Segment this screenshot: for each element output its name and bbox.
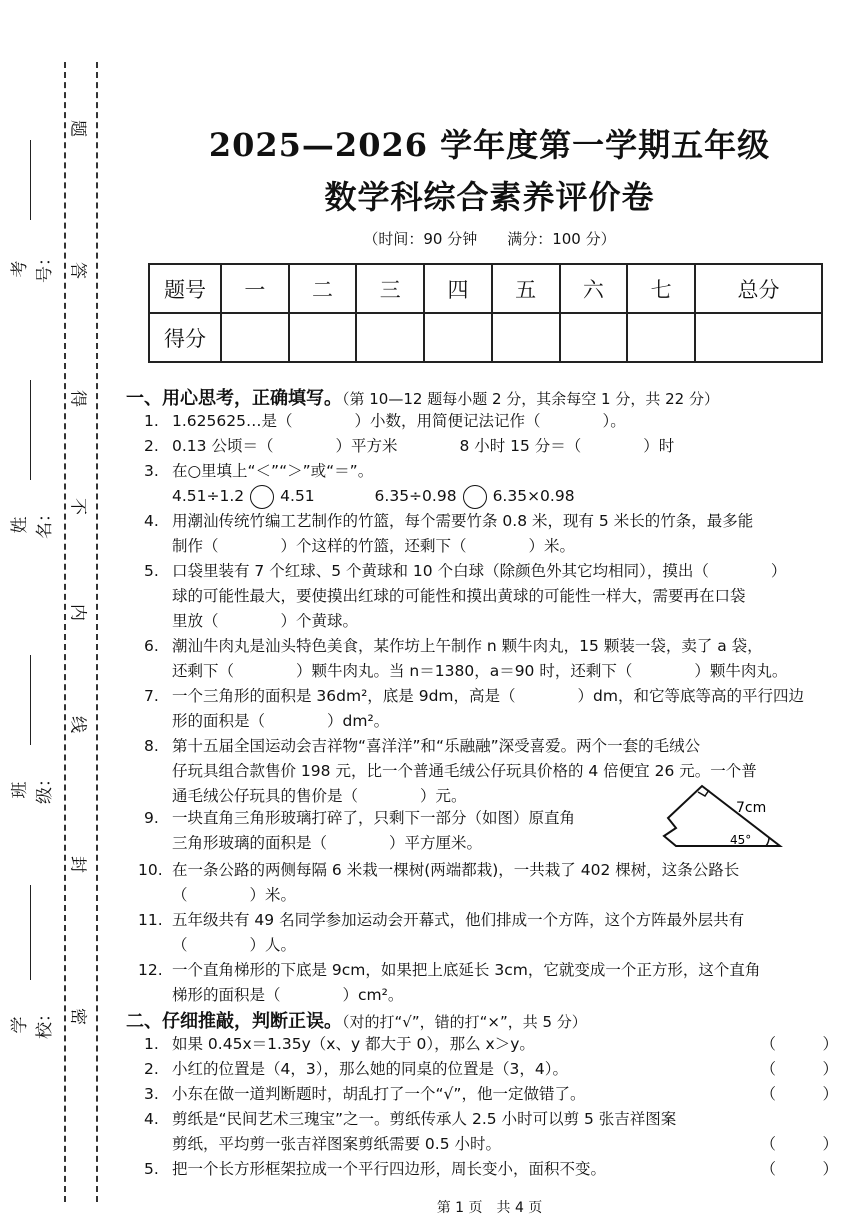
section-note: （对的打“√”，错的打“×”，共 5 分） [342, 1013, 587, 1031]
question-number: 5. [144, 562, 159, 580]
broken-triangle-figure [658, 784, 788, 854]
angle-arc [766, 837, 769, 846]
answer-paren[interactable]: （ ） [760, 1160, 838, 1178]
question-text: 制作（ ）个这样的竹篮，还剩下（ ）米。 [172, 537, 576, 555]
field-label-name: 姓名： [10, 505, 55, 539]
question-number: 1. [144, 412, 159, 430]
comparison-left-value: 4.51 [280, 487, 315, 505]
question-text: 形的面积是（ ）dm²。 [172, 712, 390, 730]
answer-paren[interactable]: （ ） [760, 1035, 838, 1053]
question-text: 如果 0.45x＝1.35y（x、y 都大于 0），那么 x＞y。 [172, 1035, 535, 1053]
question-number: 4. [144, 1110, 159, 1128]
score-cell[interactable] [627, 313, 695, 362]
score-header-cell: 一 [221, 264, 289, 313]
question-number: 12. [138, 961, 163, 979]
score-header-cell: 六 [560, 264, 628, 313]
compare-circle-1[interactable] [250, 485, 274, 509]
compare-circle-2[interactable] [463, 485, 487, 509]
question-number: 3. [144, 462, 159, 480]
comparison-right-value: 6.35×0.98 [492, 487, 575, 505]
question-text: 还剩下（ ）颗牛肉丸。当 n＝1380，a＝90 时，还剩下（ ）颗牛肉丸。 [172, 662, 788, 680]
section-heading [126, 384, 719, 410]
seal-char: 得 [67, 390, 88, 407]
section-heading [126, 1007, 587, 1033]
question-number: 8. [144, 737, 159, 755]
question-text: 1.625625…是（ ）小数，用简便记法记作（ ）。 [172, 412, 626, 430]
judge-question [144, 1082, 844, 1107]
question-number: 9. [144, 809, 159, 827]
question-text: 小红的位置是（4，3），那么她的同桌的位置是（3，4）。 [172, 1060, 568, 1078]
question-number: 11. [138, 911, 163, 929]
judge-question [144, 1107, 844, 1157]
side-label: 7cm [736, 800, 767, 816]
binding-margin [0, 0, 112, 1226]
exam-info: （时间：90 分钟 满分：100 分） [363, 230, 616, 248]
seal-char: 内 [67, 604, 88, 621]
question-text: 三角形玻璃的面积是（ ）平方厘米。 [172, 834, 483, 852]
score-header-cell: 三 [356, 264, 424, 313]
question-number: 2. [144, 1060, 159, 1078]
question-number: 5. [144, 1160, 159, 1178]
question-number: 7. [144, 687, 159, 705]
seal-char: 封 [67, 856, 88, 873]
score-header-cell: 二 [289, 264, 357, 313]
question-text: 0.13 公顷＝（ ）平方米 8 小时 15 分＝（ ）时 [172, 437, 675, 455]
score-header-cell: 总分 [695, 264, 822, 313]
question-text: 一个三角形的面积是 36dm²，底是 9dm，高是（ ）dm，和它等底等高的平行四边 [172, 687, 804, 705]
judge-question [144, 1157, 844, 1182]
answer-paren[interactable]: （ ） [760, 1135, 838, 1153]
question-text: 通毛绒公仔玩具的售价是（ ）元。 [172, 787, 467, 805]
seal-char: 不 [67, 498, 88, 515]
question-number: 10. [138, 861, 163, 879]
question-text: （ ）米。 [172, 886, 297, 904]
question [144, 684, 844, 734]
question-number: 4. [144, 512, 159, 530]
field-line-exam-no [30, 140, 31, 220]
question-text: 小东在做一道判断题时，胡乱打了一个“√”，他一定做错了。 [172, 1085, 586, 1103]
question-number: 6. [144, 637, 159, 655]
question [144, 434, 844, 459]
question-text: 剪纸，平均剪一张吉祥图案剪纸需要 0.5 小时。 [172, 1135, 502, 1153]
question-number: 3. [144, 1085, 159, 1103]
comparison-right: 6.35÷0.98 [374, 487, 457, 505]
score-cell[interactable] [289, 313, 357, 362]
section-title: 二、仔细推敲，判断正误。 [126, 1011, 342, 1032]
question-text: 口袋里装有 7 个红球、5 个黄球和 10 个白球（除颜色外其它均相同），摸出（ ） [172, 562, 787, 580]
score-cell[interactable] [424, 313, 492, 362]
question-text: 五年级共有 49 名同学参加运动会开幕式，他们排成一个方阵，这个方阵最外层共有 [172, 911, 745, 929]
score-row-label: 得分 [149, 313, 221, 362]
question-text: 潮汕牛肉丸是汕头特色美食，某作坊上午制作 n 颗牛肉丸，15 颗装一袋，卖了 a 袋， [172, 637, 763, 655]
comparison-row [172, 484, 844, 509]
score-header-cell: 题号 [149, 264, 221, 313]
question [138, 958, 844, 1008]
score-cell[interactable] [356, 313, 424, 362]
question-text: 球的可能性最大，要使摸出红球的可能性和摸出黄球的可能性一样大，需要再在口袋 [172, 587, 746, 605]
score-table [148, 263, 823, 363]
score-header-cell: 七 [627, 264, 695, 313]
question [144, 409, 844, 434]
triangle-outline [664, 786, 780, 846]
score-cell[interactable] [221, 313, 289, 362]
field-line-name [30, 380, 31, 480]
angle-label: 45° [730, 833, 752, 847]
page-footer: 第 1 页 共 4 页 [436, 1200, 543, 1216]
question-text: 在○里填上“＜”“＞”或“＝”。 [172, 462, 374, 480]
exam-title-line2: 数学科综合素养评价卷 [324, 178, 655, 216]
question-number: 1. [144, 1035, 159, 1053]
question [144, 634, 844, 684]
seal-char: 题 [67, 120, 88, 137]
section-note: （第 10—12 题每小题 2 分，其余每空 1 分，共 22 分） [342, 390, 719, 408]
question [144, 459, 844, 509]
score-cell[interactable] [695, 313, 822, 362]
binding-dashed-line-left [64, 62, 66, 1202]
seal-char: 线 [67, 716, 88, 733]
question [138, 858, 844, 908]
seal-char: 密 [67, 1008, 88, 1025]
score-cell[interactable] [560, 313, 628, 362]
answer-paren[interactable]: （ ） [760, 1060, 838, 1078]
seal-char: 答 [67, 262, 88, 279]
field-label-class: 班级： [10, 770, 55, 804]
question-text: 里放（ ）个黄球。 [172, 612, 359, 630]
exam-title-line1: 2025—2026 学年度第一学期五年级 [208, 126, 771, 164]
judge-question [144, 1032, 844, 1057]
field-line-school [30, 885, 31, 980]
question-text: 一块直角三角形玻璃打碎了，只剩下一部分（如图）原直角 [172, 809, 576, 827]
score-cell[interactable] [492, 313, 560, 362]
question-text: （ ）人。 [172, 936, 297, 954]
question-text: 第十五届全国运动会吉祥物“喜洋洋”和“乐融融”深受喜爱。两个一套的毛绒公 [172, 737, 701, 755]
field-label-exam-no: 考号： [10, 249, 55, 283]
score-header-cell: 四 [424, 264, 492, 313]
question-number: 2. [144, 437, 159, 455]
binding-dashed-line-right [96, 62, 98, 1202]
question-text: 剪纸是“民间艺术三瑰宝”之一。剪纸传承人 2.5 小时可以剪 5 张吉祥图案 [172, 1110, 677, 1128]
question-text: 梯形的面积是（ ）cm²。 [172, 986, 404, 1004]
question-text: 一个直角梯形的下底是 9cm，如果把上底延长 3cm，它就变成一个正方形，这个直角 [172, 961, 761, 979]
question [144, 806, 644, 856]
score-header-cell: 五 [492, 264, 560, 313]
question-text: 把一个长方形框架拉成一个平行四边形，周长变小，面积不变。 [172, 1160, 607, 1178]
answer-paren[interactable]: （ ） [760, 1085, 838, 1103]
question [144, 509, 844, 559]
question-text: 仔玩具组合款售价 198 元，比一个普通毛绒公仔玩具价格的 4 倍便宜 26 元。一个普 [172, 762, 757, 780]
question [144, 559, 844, 634]
comparison-left: 4.51÷1.2 [172, 487, 245, 505]
field-line-class [30, 655, 31, 745]
question-text: 用潮汕传统竹编工艺制作的竹篮，每个需要竹条 0.8 米，现有 5 米长的竹条，最多能 [172, 512, 754, 530]
judge-question [144, 1057, 844, 1082]
section-title: 一、用心思考，正确填写。 [126, 388, 342, 409]
field-label-school: 学校： [10, 1005, 55, 1039]
question [138, 908, 844, 958]
question-text: 在一条公路的两侧每隔 6 米栽一棵树(两端都栽)，一共栽了 402 棵树，这条公路长 [172, 861, 740, 879]
